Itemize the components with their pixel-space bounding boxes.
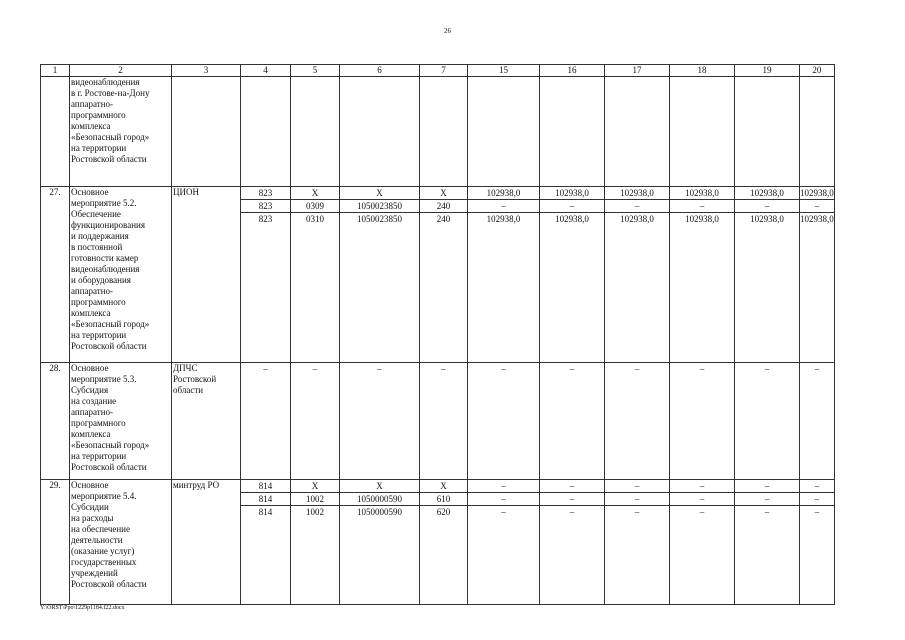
table-row <box>41 480 835 605</box>
value-cell-col-16 <box>540 187 605 363</box>
activity-name-line: аппаратно- <box>71 99 114 109</box>
activity-name-line: Основное <box>71 187 109 197</box>
value-line: 102938,0 <box>800 188 834 198</box>
table-row <box>41 187 835 363</box>
value-cell-col-19 <box>735 480 800 605</box>
executor-line: области <box>173 385 204 395</box>
activity-name-line: мероприятие 5.4. <box>71 491 137 501</box>
value-cell-col-20 <box>800 480 835 605</box>
value-line: – <box>540 505 604 518</box>
value-line: – <box>670 199 734 212</box>
column-header-20: 20 <box>800 65 835 77</box>
value-line: – <box>501 481 506 491</box>
value-cell-col-16 <box>540 480 605 605</box>
value-cell-col-6 <box>340 480 420 605</box>
executor <box>172 363 241 480</box>
value-line: – <box>699 364 705 374</box>
activity-name-line: Ростовской области <box>71 579 147 589</box>
value-line: 1050000590 <box>340 492 419 505</box>
column-header-18: 18 <box>670 65 735 77</box>
value-line: 102938,0 <box>555 188 589 198</box>
value-line: – <box>377 364 382 374</box>
value-cell-col-18 <box>670 187 735 363</box>
column-header-6: 6 <box>340 65 420 77</box>
value-line: – <box>634 481 640 491</box>
executor <box>172 187 241 363</box>
value-cell-col-19 <box>735 187 800 363</box>
column-header-1: 1 <box>41 65 70 77</box>
activity-name-line: деятельности <box>71 535 123 545</box>
value-line: – <box>814 364 820 374</box>
activity-name-line: в постоянной <box>71 242 123 252</box>
value-line: – <box>735 492 799 505</box>
executor-line: ЦИОН <box>173 187 199 197</box>
value-line: 814 <box>258 481 273 491</box>
value-line: 240 <box>420 199 467 212</box>
column-header-row <box>41 65 835 77</box>
value-line: 1050023850 <box>340 199 419 212</box>
activity-name-line: Субсидия <box>71 385 109 395</box>
value-cell-col-6 <box>340 77 420 187</box>
activity-name-line: программного <box>71 110 126 120</box>
row-number: 27. <box>41 187 70 363</box>
row-number: 28. <box>41 363 70 480</box>
column-header-16: 16 <box>540 65 605 77</box>
activity-name-line: на обеспечение <box>71 524 130 534</box>
value-line: – <box>605 505 669 518</box>
activity-name-line: видеонаблюдения <box>71 77 140 87</box>
activity-name-line: комплекса <box>71 308 111 318</box>
value-line: 823 <box>241 212 290 225</box>
value-cell-col-15 <box>468 77 540 187</box>
value-cell-col-7 <box>420 187 468 363</box>
activity-name-line: на территории <box>71 143 127 153</box>
value-line: 102938,0 <box>750 188 784 198</box>
table-row <box>41 363 835 480</box>
value-line: – <box>468 505 539 518</box>
value-cell-col-6 <box>340 187 420 363</box>
activity-name-line: и поддержания <box>71 231 129 241</box>
value-line: – <box>468 199 539 212</box>
value-line: – <box>569 364 575 374</box>
column-header-3: 3 <box>172 65 241 77</box>
value-line: – <box>800 199 834 212</box>
activity-name-line: Обеспечение <box>71 209 121 219</box>
value-line: 102938,0 <box>468 212 539 225</box>
value-line: 0309 <box>291 199 339 212</box>
value-line: Х <box>440 481 447 491</box>
activity-name-line: «Безопасный город» <box>71 440 150 450</box>
value-line: 1002 <box>291 505 339 518</box>
value-line: 102938,0 <box>685 188 719 198</box>
value-cell-col-20 <box>800 363 835 480</box>
value-line: Х <box>311 481 319 491</box>
value-line: – <box>764 364 770 374</box>
activity-name-line: комплекса <box>71 121 111 131</box>
value-line: 1050023850 <box>340 212 419 225</box>
activity-name-line: Ростовской области <box>71 462 147 472</box>
value-line: 823 <box>258 188 273 198</box>
value-line: – <box>699 481 705 491</box>
value-cell-col-7 <box>420 77 468 187</box>
activity-name-line: аппаратно- <box>71 286 114 296</box>
value-line: 102938,0 <box>800 214 834 224</box>
value-line: – <box>800 505 834 518</box>
value-cell-col-4 <box>241 77 291 187</box>
activity-name-line: программного <box>71 297 126 307</box>
value-line: – <box>501 364 506 374</box>
value-line: Х <box>311 188 319 198</box>
value-line: – <box>670 505 734 518</box>
value-line: 102938,0 <box>735 212 799 225</box>
value-line: 102938,0 <box>620 188 654 198</box>
executor <box>172 77 241 187</box>
value-line: Х <box>376 481 383 491</box>
value-line: – <box>605 492 669 505</box>
value-line: – <box>735 199 799 212</box>
activity-name-line: учреждений <box>71 568 118 578</box>
value-cell-col-16 <box>540 363 605 480</box>
value-cell-col-5 <box>291 480 340 605</box>
value-line: 102938,0 <box>605 212 669 225</box>
value-line: – <box>540 492 604 505</box>
activity-name <box>70 480 172 605</box>
value-line: 814 <box>241 505 290 518</box>
value-line: – <box>263 364 268 374</box>
value-line: 240 <box>420 212 467 225</box>
activity-name-line: на территории <box>71 330 127 340</box>
activity-name-line: «Безопасный город» <box>71 319 150 329</box>
activity-name-line: мероприятие 5.3. <box>71 374 137 384</box>
value-cell-col-20 <box>800 187 835 363</box>
activity-name-line: и оборудования <box>71 275 131 285</box>
activity-name-line: в г. Ростове-на-Дону <box>71 88 150 98</box>
value-cell-col-5 <box>291 187 340 363</box>
value-line: – <box>441 364 446 374</box>
activity-name-line: мероприятие 5.2. <box>71 198 137 208</box>
activity-name-line: Основное <box>71 363 109 373</box>
activity-name-line: Ростовской области <box>71 154 147 164</box>
value-cell-col-16 <box>540 77 605 187</box>
activity-name-line: комплекса <box>71 429 111 439</box>
value-cell-col-20 <box>800 77 835 187</box>
activity-name-line: Основное <box>71 480 109 490</box>
page-number: 26 <box>444 27 451 35</box>
executor-line: минтруд РО <box>173 480 220 490</box>
value-cell-col-15 <box>468 363 540 480</box>
value-line: – <box>540 199 604 212</box>
value-cell-col-15 <box>468 480 540 605</box>
value-line: 610 <box>420 492 467 505</box>
activity-name <box>70 187 172 363</box>
activity-name-line: Ростовской области <box>71 341 147 351</box>
column-header-17: 17 <box>605 65 670 77</box>
activity-name <box>70 77 172 187</box>
value-line: 620 <box>420 505 467 518</box>
activity-name-line: аппаратно- <box>71 407 114 417</box>
value-cell-col-17 <box>605 363 670 480</box>
activity-name-line: на создание <box>71 396 117 406</box>
value-line: 814 <box>241 492 290 505</box>
column-header-5: 5 <box>291 65 340 77</box>
value-line: – <box>312 364 318 374</box>
value-cell-col-5 <box>291 363 340 480</box>
value-cell-col-17 <box>605 77 670 187</box>
activity-name-line: Субсидии <box>71 502 109 512</box>
executor <box>172 480 241 605</box>
value-cell-col-6 <box>340 363 420 480</box>
value-line: – <box>670 492 734 505</box>
row-number: 29. <box>41 480 70 605</box>
value-line: 102938,0 <box>486 188 521 198</box>
value-line: – <box>569 481 575 491</box>
value-line: – <box>800 492 834 505</box>
value-cell-col-7 <box>420 480 468 605</box>
activity-name-line: функционирования <box>71 220 145 230</box>
value-line: – <box>764 481 770 491</box>
value-line: 823 <box>241 199 290 212</box>
value-cell-col-19 <box>735 363 800 480</box>
value-line: – <box>605 199 669 212</box>
row-number <box>41 77 70 187</box>
value-line: 0310 <box>291 212 339 225</box>
value-line: Х <box>440 188 447 198</box>
value-line: 1002 <box>291 492 339 505</box>
value-line: – <box>468 492 539 505</box>
activity-name-line: на территории <box>71 451 127 461</box>
value-cell-col-15 <box>468 187 540 363</box>
value-cell-col-18 <box>670 77 735 187</box>
value-line: 102938,0 <box>670 212 734 225</box>
activity-name-line: видеонаблюдения <box>71 264 140 274</box>
value-line: Х <box>376 188 383 198</box>
value-cell-col-4 <box>241 363 291 480</box>
value-cell-col-4 <box>241 480 291 605</box>
value-cell-col-18 <box>670 480 735 605</box>
value-cell-col-7 <box>420 363 468 480</box>
executor-line: ДПЧС <box>173 363 198 373</box>
value-cell-col-19 <box>735 77 800 187</box>
footer-file-path: Y:\ORST\Ppo\1229p1184.f22.docx <box>40 605 125 611</box>
budget-table <box>40 64 835 605</box>
column-header-15: 15 <box>468 65 540 77</box>
value-cell-col-4 <box>241 187 291 363</box>
value-line: 1050000590 <box>340 505 419 518</box>
value-cell-col-18 <box>670 363 735 480</box>
activity-name-line: «Безопасный город» <box>71 132 150 142</box>
activity-name-line: на расходы <box>71 513 114 523</box>
value-cell-col-5 <box>291 77 340 187</box>
activity-name-line: (оказание услуг) <box>71 546 135 556</box>
value-line: – <box>814 481 820 491</box>
column-header-7: 7 <box>420 65 468 77</box>
executor-line: Ростовской <box>173 374 217 384</box>
column-header-19: 19 <box>735 65 800 77</box>
value-cell-col-17 <box>605 187 670 363</box>
activity-name-line: государственных <box>71 557 137 567</box>
table-row <box>41 77 835 187</box>
activity-name-line: готовности камер <box>71 253 139 263</box>
value-line: – <box>634 364 640 374</box>
column-header-4: 4 <box>241 65 291 77</box>
value-cell-col-17 <box>605 480 670 605</box>
value-line: 102938,0 <box>540 212 604 225</box>
activity-name-line: программного <box>71 418 126 428</box>
value-line: – <box>735 505 799 518</box>
column-header-2: 2 <box>70 65 172 77</box>
activity-name <box>70 363 172 480</box>
